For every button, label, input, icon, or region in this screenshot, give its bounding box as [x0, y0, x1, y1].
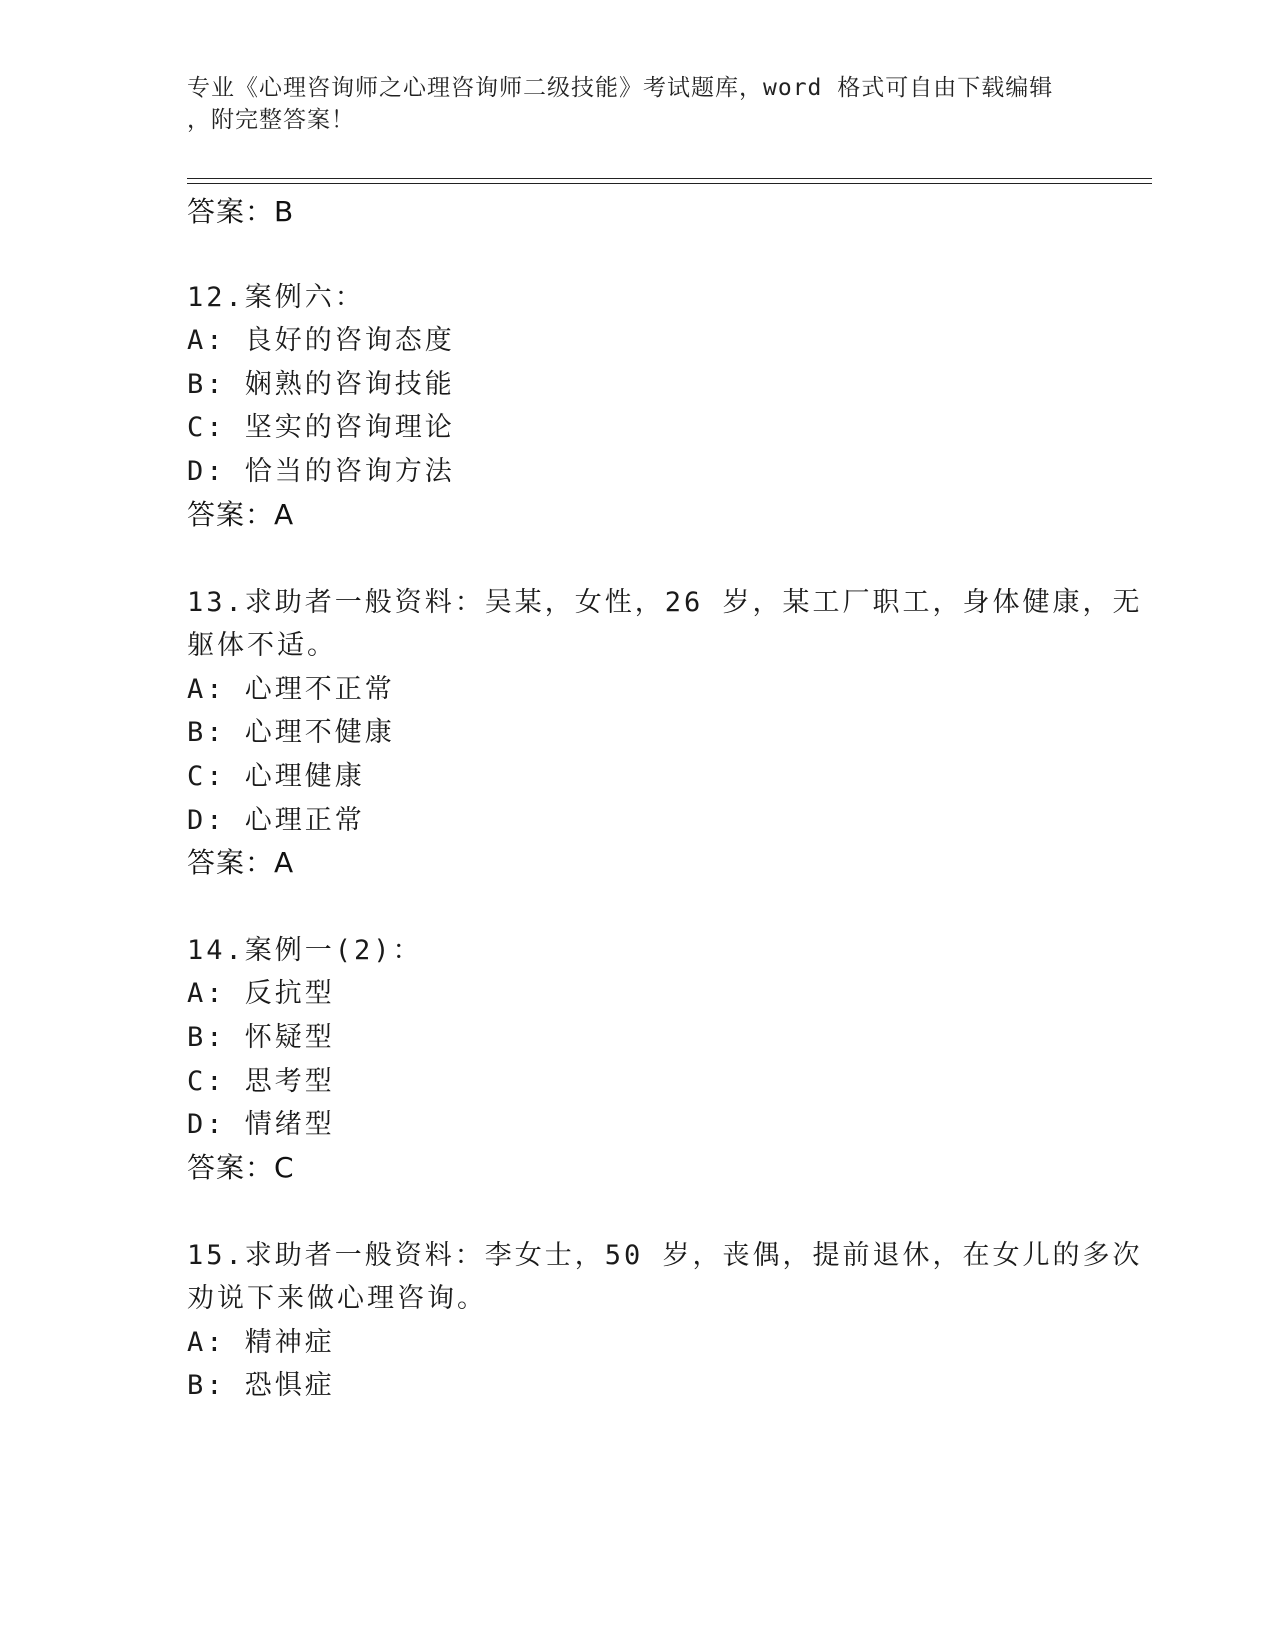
header-line-1: 专业《心理咨询师之心理咨询师二级技能》考试题库，word 格式可自由下载编辑	[187, 75, 1054, 101]
answer-line: 答案：A	[187, 846, 295, 879]
question-stem-continued: 劝说下来做心理咨询。	[187, 1283, 487, 1314]
question-stem: 12.案例六：	[187, 282, 365, 313]
option-a: A: 心理不正常	[187, 674, 395, 705]
option-a: A: 良好的咨询态度	[187, 325, 455, 356]
option-c: C: 坚实的咨询理论	[187, 412, 455, 443]
question-stem: 13.求助者一般资料：吴某，女性，26 岁，某工厂职工，身体健康，无	[187, 587, 1143, 618]
option-b: B: 心理不健康	[187, 717, 395, 748]
option-d: D: 情绪型	[187, 1109, 335, 1140]
option-a: A: 反抗型	[187, 978, 335, 1009]
header-line-2: ，附完整答案！	[187, 107, 355, 133]
question-stem: 14.案例一(2)：	[187, 935, 423, 966]
option-c: C: 思考型	[187, 1066, 335, 1097]
answer-line: 答案：B	[187, 195, 295, 228]
answer-line: 答案：A	[187, 498, 295, 531]
header-rule-bottom	[187, 183, 1152, 184]
option-b: B: 怀疑型	[187, 1022, 335, 1053]
option-b: B: 娴熟的咨询技能	[187, 369, 455, 400]
option-a: A: 精神症	[187, 1327, 335, 1358]
option-d: D: 心理正常	[187, 805, 365, 836]
header-rule-top	[187, 178, 1152, 179]
page-header	[187, 72, 1087, 136]
answer-line: 答案：C	[187, 1151, 295, 1184]
option-b: B: 恐惧症	[187, 1370, 335, 1401]
question-stem: 15.求助者一般资料：李女士，50 岁，丧偶，提前退休，在女儿的多次	[187, 1240, 1143, 1271]
option-d: D: 恰当的咨询方法	[187, 456, 455, 487]
question-stem-continued: 躯体不适。	[187, 630, 337, 661]
option-c: C: 心理健康	[187, 761, 365, 792]
